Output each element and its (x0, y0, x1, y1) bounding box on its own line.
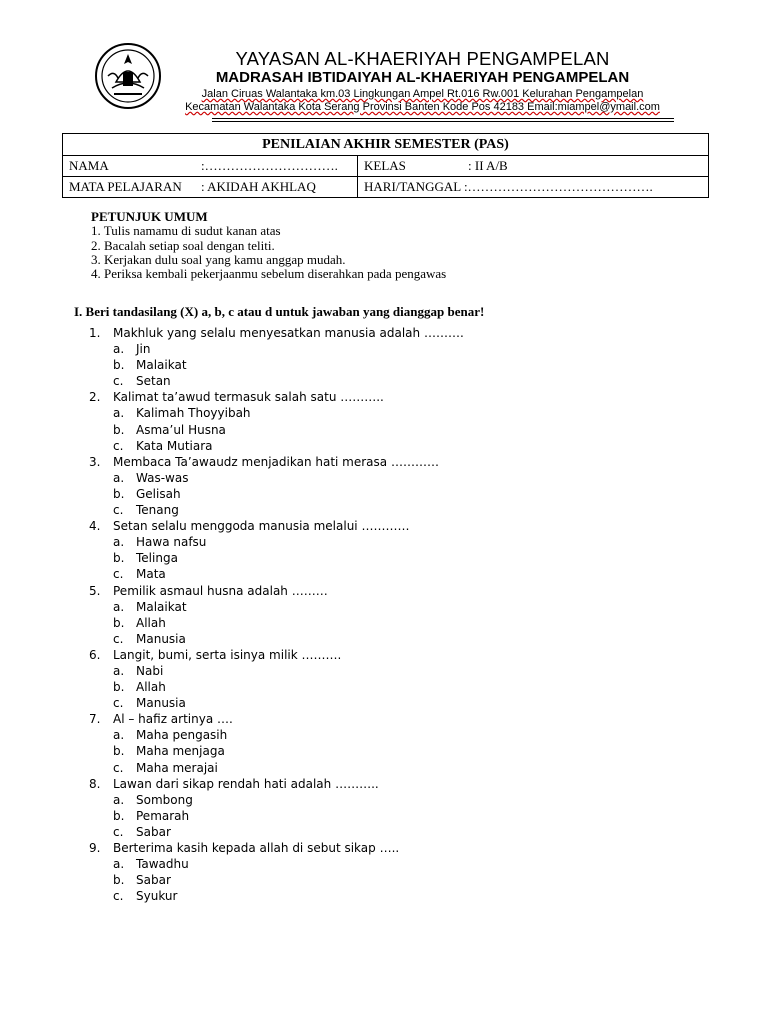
answer-option[interactable] (0, 696, 768, 712)
subject-label: MATA PELAJARAN (69, 179, 182, 194)
option-text: Allah (136, 615, 166, 630)
general-instructions (91, 210, 446, 281)
question-text: Setan selalu menggoda manusia melalui ………… (113, 519, 410, 534)
answer-option[interactable] (0, 664, 768, 680)
option-letter: b. (113, 744, 125, 759)
option-letter: c. (113, 696, 124, 711)
option-letter: c. (113, 824, 124, 839)
instruction-item: 2. Bacalah setiap soal dengan teliti. (91, 237, 275, 253)
option-text: Maha menjaga (136, 744, 225, 759)
option-letter: b. (113, 551, 125, 566)
option-text: Jin (136, 342, 151, 357)
school-contact (170, 101, 675, 113)
question-item (0, 455, 768, 471)
school-name: MADRASAH IBTIDAIYAH AL-KHAERIYAH PENGAMPELAN (215, 69, 630, 86)
option-letter: a. (113, 599, 125, 614)
option-text: Maha merajai (136, 760, 218, 775)
option-text: Kata Mutiara (136, 438, 213, 453)
option-text: Sabar (136, 824, 171, 839)
option-letter: c. (113, 760, 124, 775)
question-list (0, 326, 768, 905)
option-letter: a. (113, 792, 125, 807)
answer-option[interactable] (0, 632, 768, 648)
option-text: Kalimah Thoyyibah (136, 406, 251, 421)
option-text: Sabar (136, 873, 171, 888)
option-letter: b. (113, 808, 125, 823)
option-letter: a. (113, 857, 125, 872)
option-text: Maha pengasih (136, 728, 228, 743)
question-item (0, 326, 768, 342)
date-label: HARI/TANGGAL (364, 179, 461, 194)
class-value: : II A/B (468, 158, 508, 173)
school-logo-emblem (94, 42, 162, 110)
option-text: Hawa nafsu (136, 535, 207, 550)
exam-header-table (62, 133, 709, 198)
instruction-item: 3. Kerjakan dulu soal yang kamu anggap mudah. (91, 251, 346, 267)
option-letter: a. (113, 406, 125, 421)
letterhead-divider (212, 118, 674, 119)
option-letter: b. (113, 873, 125, 888)
question-number: 8. (89, 776, 101, 791)
option-text: Tenang (136, 503, 179, 518)
option-letter: b. (113, 615, 125, 630)
answer-option[interactable] (0, 471, 768, 487)
option-text: Gelisah (136, 486, 181, 501)
answer-option[interactable] (0, 873, 768, 889)
answer-option[interactable] (0, 535, 768, 551)
answer-option[interactable] (0, 825, 768, 841)
question-text: Lawan dari sikap rendah hati adalah ……….. (113, 776, 379, 791)
option-letter: a. (113, 535, 125, 550)
date-field[interactable]: :……………………………………. (463, 179, 653, 194)
answer-option[interactable] (0, 503, 768, 519)
option-text: Telinga (136, 551, 178, 566)
question-item (0, 648, 768, 664)
answer-option[interactable] (0, 728, 768, 744)
question-item (0, 519, 768, 535)
question-item (0, 390, 768, 406)
answer-option[interactable] (0, 680, 768, 696)
question-item (0, 777, 768, 793)
question-number: 1. (89, 326, 101, 340)
subject-value: : AKIDAH AKHLAQ (201, 179, 316, 194)
answer-option[interactable] (0, 342, 768, 358)
answer-option[interactable] (0, 809, 768, 825)
option-text: Mata (136, 567, 166, 582)
answer-option[interactable] (0, 761, 768, 777)
option-letter: b. (113, 422, 125, 437)
option-letter: b. (113, 358, 125, 373)
option-text: Sombong (136, 792, 193, 807)
question-item (0, 712, 768, 728)
answer-option[interactable] (0, 889, 768, 905)
option-text: Malaikat (136, 599, 187, 614)
foundation-name: YAYASAN AL-KHAERIYAH PENGAMPELAN (235, 48, 610, 69)
answer-option[interactable] (0, 567, 768, 583)
option-letter: b. (113, 680, 125, 695)
question-text: Pemilik asmaul husna adalah ……… (113, 583, 328, 598)
student-name-field[interactable]: :…………………………. (201, 158, 338, 173)
option-letter: c. (113, 438, 124, 453)
answer-option[interactable] (0, 616, 768, 632)
option-text: Malaikat (136, 358, 187, 373)
question-item (0, 584, 768, 600)
option-letter: c. (113, 503, 124, 518)
option-text: Manusia (136, 696, 186, 711)
question-text: Makhluk yang selalu menyesatkan manusia adalah ………. (113, 326, 464, 340)
school-address (170, 88, 675, 100)
option-letter: a. (113, 663, 125, 678)
question-text: Langit, bumi, serta isinya milik ………. (113, 647, 342, 662)
option-letter: c. (113, 374, 124, 389)
school-contact-text: Kecamatan Walantaka Kota Serang Provinsi Banten Kode Pos 42183 Email:miampel@ymail.com (185, 101, 660, 113)
option-text: Asma’ul Husna (136, 422, 226, 437)
question-number: 3. (89, 454, 101, 469)
answer-option[interactable] (0, 793, 768, 809)
answer-option[interactable] (0, 857, 768, 873)
answer-option[interactable] (0, 439, 768, 455)
instructions-heading: PETUNJUK UMUM (91, 209, 208, 224)
instruction-item: 4. Periksa kembali pekerjaanmu sebelum diserahkan pada pengawas (91, 266, 447, 282)
question-item (0, 841, 768, 857)
date-cell (358, 177, 709, 198)
answer-option[interactable] (0, 374, 768, 390)
option-letter: c. (113, 631, 124, 646)
option-text: Tawadhu (136, 857, 189, 872)
class-cell (358, 156, 709, 177)
option-text: Was-was (136, 470, 189, 485)
answer-option[interactable] (0, 358, 768, 374)
question-number: 9. (89, 841, 101, 855)
school-address-text: Jalan Ciruas Walantaka km.03 Lingkungan Ampel Rt.016 Rw.001 Kelurahan Pengampelan (201, 88, 644, 100)
question-number: 2. (89, 390, 101, 405)
option-letter: b. (113, 486, 125, 501)
answer-option[interactable] (0, 423, 768, 439)
question-number: 4. (89, 519, 101, 534)
option-text: Nabi (136, 663, 164, 678)
subject-cell (63, 177, 358, 198)
option-letter: a. (113, 728, 125, 743)
letterhead-divider-thin (212, 121, 674, 122)
student-name-cell (63, 156, 358, 177)
instruction-item: 1. Tulis namamu di sudut kanan atas (91, 223, 281, 239)
section-instruction: I. Beri tandasilang (X) a, b, c atau d untuk jawaban yang dianggap benar! (74, 304, 485, 319)
question-text: Kalimat ta’awud termasuk salah satu ……….. (113, 390, 384, 405)
answer-option[interactable] (0, 487, 768, 503)
option-letter: a. (113, 470, 125, 485)
option-letter: c. (113, 567, 124, 582)
option-text: Syukur (136, 889, 178, 904)
question-number: 7. (89, 712, 101, 727)
class-label: KELAS (364, 158, 406, 173)
option-text: Allah (136, 680, 166, 695)
answer-option[interactable] (0, 600, 768, 616)
option-letter: a. (113, 342, 125, 357)
student-name-label: NAMA (69, 158, 109, 173)
question-text: Berterima kasih kepada allah di sebut sikap ….. (113, 841, 400, 855)
answer-option[interactable] (0, 744, 768, 760)
answer-option[interactable] (0, 551, 768, 567)
answer-option[interactable] (0, 406, 768, 422)
question-text: Membaca Ta’awaudz menjadikan hati merasa ………… (113, 454, 439, 469)
question-text: Al – hafiz artinya …. (113, 712, 233, 727)
option-text: Manusia (136, 631, 186, 646)
exam-title: PENILAIAN AKHIR SEMESTER (PAS) (63, 134, 709, 156)
question-number: 6. (89, 647, 101, 662)
option-letter: c. (113, 889, 124, 904)
question-number: 5. (89, 583, 101, 598)
option-text: Setan (136, 374, 171, 389)
option-text: Pemarah (136, 808, 190, 823)
